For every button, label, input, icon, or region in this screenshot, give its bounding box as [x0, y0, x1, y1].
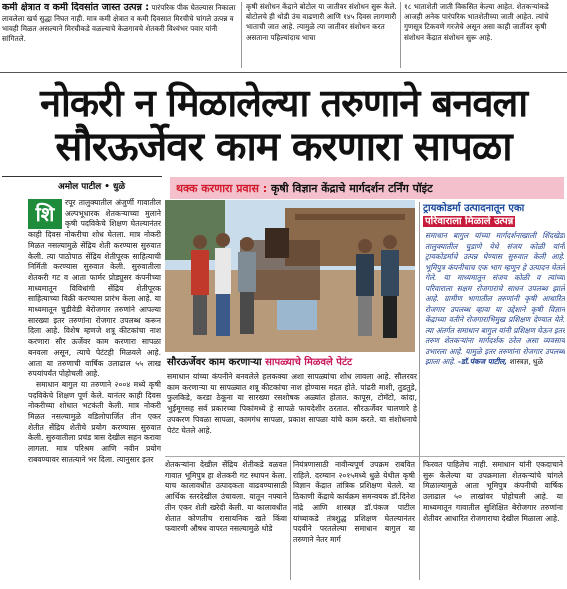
sidebar-signature-rest: शास्त्रज्ञ, धुळे [507, 357, 544, 366]
column-divider [400, 2, 401, 68]
tagline [176, 181, 433, 196]
bottom-column-1: शेतकऱ्यांना देखील सेंद्रिय शेतीकडे वळवत गावात भूमिपुत्र हा शेतकरी गट स्थापन केला. याच कालावधीत उत्पादकता वाढवण्यासाठी आर्थिक स्तरदेखील उंचावला. यातून नफ्याने तीन एकर शेती खरेदी केली. या कालावधीत शेतात कोणतीच रासायनिक खते किंवा फवारणी औषध वापरत नसल्यामुळे थोडे [165, 460, 287, 534]
byline-rule [2, 176, 162, 177]
tagline-text: कृषी विज्ञान केंद्राचे मार्गदर्शन टर्निंग पॉइंट [267, 182, 433, 195]
sidebar-signature: -डॉ.पंकज पाटील, [457, 357, 508, 366]
bottom-column-3: फिरवत पाहिलेच नाही. समाधान यांनी एकदाचाने सुरू केलेल्या या उपक्रमाला शेतकऱ्यांचे चांगले मिळाल्यामुळे आता भूमिपुत्र कंपनीची वार्षिक उलाढाल ५० लाखांवर पोहोचली आहे. या माध्यमातून गावातील सुशिक्षित बेरोजगार तरुणांना शेतीवर आधारित रोजगाराचा देखील मिळाला आहे. [423, 460, 563, 523]
bottom-column-2: नियंत्रणासाठी नावीन्यपूर्ण उपक्रम राबवित राहिले. दरम्यान २०१५मध्ये धुळे येथील कृषी विज्ञान केंद्रात तांत्रिक प्रशिक्षण घेतले. या ठिकाणी केंद्राचे कार्यक्रम समन्वयक डॉ.दिनेश नांद्रे आणि शास्त्रज्ञ डॉ.पंकज पाटील यांच्याकडे तंत्रशुद्ध प्रशिक्षण घेतल्यानंतर पदवीने परतलेल्या समाधान बागुल या तरुणाने नेतर मार्ग [293, 460, 415, 544]
column-divider [419, 202, 420, 462]
column-divider [419, 460, 420, 580]
article-photo [165, 200, 415, 352]
photo-caption-heading [167, 356, 417, 369]
sidebar-title [423, 202, 565, 228]
sidebar-title-line-2: परिवाराला मिळाले उत्पन्न [425, 216, 514, 227]
caption-heading-part-2: सापळ्याचे मिळवले पेटंट [265, 357, 353, 368]
column-divider [241, 2, 242, 68]
dropcap: शि [28, 199, 62, 229]
left-column [28, 198, 161, 578]
sidebar-title-line-1: ट्रायकोडर्मा उत्पादनातून एका [423, 203, 525, 214]
sidebar-quote [425, 231, 565, 461]
tagline-prefix: थक्क करणारा प्रवास : [176, 182, 268, 195]
headline-line-2: सौरऊर्जेवर काम करणारा सापळा [55, 124, 512, 170]
top-left-headline: कमी क्षेत्रात व कमी दिवसांत जास्त उत्पन्न : [2, 2, 150, 13]
top-right-text: १८ भाताशेती जाती विकसित केल्या आहेत. शेतकऱ्यांकडे आजही अनेक पारंपरिक भातशेतीच्या जाती आहेत. त्यांचे गुणसूत्र टिकवणे गरजेचे असून असा काही जातींवर कृषी संशोधन केंद्रात संशोधन सुरू आहे. [404, 2, 549, 42]
top-mid-text: कृषी संशोधन केंद्राने बोटोल या जातीवर संशोधन सुरू केले. बोटोलचे ही थोडी उंच वाढणारी आणि १४५ दिवस लागणारी भाताची जात आहे. त्यामुळे त्या जातीवर संशोधन करत असताना पहिल्यांदाच भाचा [246, 2, 397, 42]
left-para-2: समाधान बागुल या तरुणाने २००४ मध्ये कृषी पदविकेचे शिक्षण पूर्ण केले. यानंतर काही दिवस नोकरीच्या शोधात भटकंती केली. मात्र नोकरी मिळत नसल्यामुळे वडिलोपार्जित तीन एकर शेतीत सेंद्रिय शेतीचे प्रयोग करण्यास सुरुवात केली. सुरुवातीला प्रचंड त्रास देखील सहन करावा लागला. मात्र परिश्रम आणि नवीन प्रयोग राबवण्यावर सातत्याने भर दिला. त्यानुसार इतर [28, 379, 161, 464]
column-divider [290, 460, 291, 580]
section-divider [0, 72, 567, 73]
caption-heading-part-1: सौरऊर्जेवर काम करणाऱ्या [167, 357, 266, 368]
top-left-text: पारंपरिक पीक घेतल्यास निकाला लावलेला खर्च सुद्धा निघत नाही. मात्र कमी क्षेत्रात व कमी दिवसात मिरचीचे चांगले उत्पन्न व भावही मिळत असल्याने मिरचीकडे वळल्याचे केळगावचे शेतकरी विश्वंभर पवार यांनी सांगितले. [2, 3, 236, 44]
section-divider [165, 456, 565, 457]
photo-caption-text: समाधान यांच्या कंपनीने बनवलेले हलकक्या अशा सापळ्यांचा शोध लावला आहे. सौलरवर काम करणाऱ्या या सापळ्यात शत्रू कीटकांचा नाश होण्यास मदत होते. पांढरी माशी, तुडतुडे, फुलकिडे, करडा ठेकूना या सारख्या रसशोषक अळ्यांत होतात. कापूस, टोमॅटो, कांदा, भुईमूगसह सर्व प्रकारच्या पिकांमध्ये हे सापळे फायदेशीर ठरतात. सौरऊर्जेवर चालणारे हे उपकरण पिवळा सापळा, कामगंध सापळा, प्रकाश सापळा यांचे काम करते. या संशोधनाचे पेटंट घेतले आहे. [167, 372, 417, 435]
photo-illustration [165, 200, 415, 352]
sidebar-quote-text: समाधान बागुल यांच्या मार्गदर्शनाखाली शिंदखेडा तालुक्यातील चुडाणे येथे संजय कोळी यांनी ट्रायकोडर्माचे उत्पन्न घेण्यास सुरुवात केली आहे. भूमिपुत्र कंपनीचाच एक भाग म्हणून हे उत्पादन घेतले गेले. या माध्यमातून संजय कोळी व त्यांच्या परिवाराला सक्षम रोजगाराचे साधन उपलब्ध झाले आहे. ग्रामीण भागातील तरुणांनी कृषी आधारित रोजगार उपलब्ध व्हावा या उद्देशाने कृषी विज्ञान केंद्राच्या वतीने रोजगाराभिमुख प्रशिक्षण देण्यात येते. त्या अंतर्गत समाधान बागुल यांनी प्रशिक्षण घेऊन इतर तरुण शेतकऱ्यांना मार्गदर्शक ठरेल असा व्यवसाय उभारला आहे. यामुळे इतर तरुणांना रोजगार उपलब्ध झाला आहे. [425, 231, 565, 366]
byline: अमोल पाटील • धुळे [58, 182, 126, 192]
left-para-1: रपूर तालुक्यातील अंजुर्णी गावातील अल्पभूधारक शेतकऱ्याच्या मुलाने कृषी पदविकेचे शिक्षण घेतल्यानंतर काही दिवस नोकरीचा शोध घेतला. मात्र नोकरी मिळत नसल्यामुळे सेंद्रिय शेती करण्यास सुरुवात केली. त्या पाठोपाठ सेंद्रिय शेतीपूरक साहित्याची निर्मिती करण्यास सुरुवात केली. सुरुवातीला शेतकरी गट व आता फार्मर प्रोड्युसर कंपनीच्या माध्यमातून विविधांगी सेंद्रिय शेतीपूरक साहित्याच्या विक्री करण्यास प्रारंभ केला आहे. या माध्यमातून चुडीवेडी बेरोजगार तरुणांने आपल्या सारख्या इतर तरुणांना रोजगार उपलब्ध करून दिला आहे. विशेष म्हणजे शत्रू कीटकांचा नाश करणारा सौर ऊर्जेवर काम करणारा सापळा बनवला असून, त्याचे पेटंटही मिळवले आहे. आता या तरुणाची वार्षिक उलाढाल ५५ लाख रुपयांपर्यंत पोहोचली आहे. [28, 198, 161, 379]
top-left-article [2, 2, 238, 70]
headline-line-1: नोकरी न मिळालेल्या तरुणाने बनवला [39, 81, 528, 125]
